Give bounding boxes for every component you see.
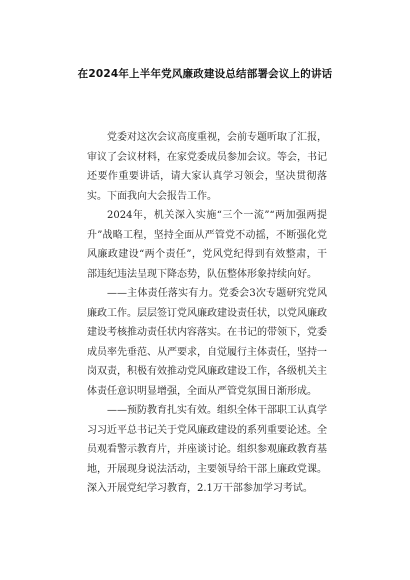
- paragraph-opening: 党委对这次会议高度重视，会前专题听取了汇报，审议了会议材料，在家党委成员参加会议。等会，书记还要作重要讲话，请大家认真学习领会，坚决贯彻落实。下面我向大会报告工作。: [87, 132, 327, 202]
- document-body: [87, 128, 327, 499]
- paragraph-main-responsibility: ——主体责任落实有力。党委会3次专题研究党风廉政工作。层层签订党风廉政建设责任状，以党风廉政建设考核推动责任状内容落实。在书记的带领下，党委成员率先垂范、从严要求，自觉履行主体责任，坚持一岗双责，积极有效推动党风廉政建设工作，各级机关主体责任意识明显增强，全面从严管党氛围日渐形成。: [87, 288, 327, 397]
- paragraph-overview: 2024年，机关深入实施“三个一流”“两加强两提升”战略工程，坚持全面从严管党不动摇，不断强化党风廉政建设“两个责任”，党风党纪得到有效整肃，干部违纪违法呈现下降态势，队伍整体形象持续向好。: [87, 210, 327, 280]
- paragraph-prevention-education: ——预防教育扎实有效。组织全体干部职工认真学习习近平总书记关于党风廉政建设的系列重要论述。全员观看警示教育片，并座谈讨论。组织参观廉政教育基地，开展现身说法活动，主要领导给干部上廉政党课。深入开展党纪学习教育，2.1万干部参加学习考试。: [87, 405, 327, 494]
- document-title: 在2024年上半年党风廉政建设总结部署会议上的讲话: [77, 68, 333, 80]
